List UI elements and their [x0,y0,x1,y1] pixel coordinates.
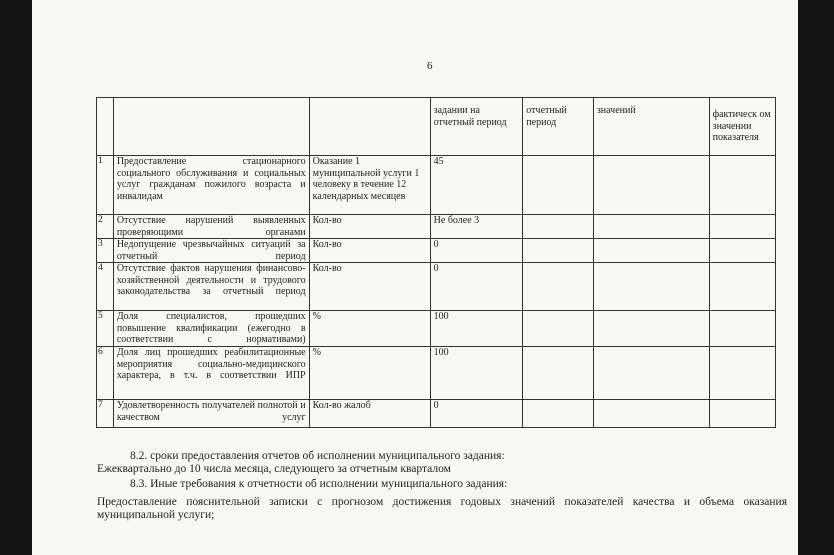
table-row [97,347,776,400]
row-actual-value [709,311,775,347]
row-values [593,156,709,215]
row-number: 7 [97,400,114,428]
row-number: 2 [97,215,114,239]
other-requirements-text: Предоставление пояснительной записки с прогнозом достижения годовых значений показателей качества и объема оказания муниципальной услуги; [97,496,787,521]
row-unit: Кол-во [309,239,430,263]
row-actual-value [709,263,775,311]
header-cell-name [113,98,309,156]
row-actual-value [709,239,775,263]
header-cell-values: значений [593,98,709,156]
header-cell-unit [309,98,430,156]
table-row [97,239,776,263]
reporting-deadlines-heading: 8.2. сроки предоставления отчетов об исполнении муниципального задания: [130,450,505,462]
row-reported-value [523,156,594,215]
row-actual-value [709,156,775,215]
header-cell-num [97,98,114,156]
table-row [97,400,776,428]
row-plan-value: Не более 3 [430,215,523,239]
table-row [97,215,776,239]
row-indicator-name: Доля специалистов, прошедших повышение квалификации (ежегодно в соответствии с нормативами) [113,311,309,347]
row-values [593,311,709,347]
row-reported-value [523,239,594,263]
row-number: 3 [97,239,114,263]
other-requirements-heading: 8.3. Иные требования к отчетности об исполнении муниципального задания: [130,478,508,490]
row-plan-value: 45 [430,156,523,215]
row-reported-value [523,263,594,311]
row-indicator-name: Удовлетворенность получателей полнотой и качеством услуг [113,400,309,428]
row-values [593,347,709,400]
header-cell-reported: отчетный период [523,98,594,156]
document-page [32,0,798,555]
row-unit: % [309,347,430,400]
row-indicator-name: Предоставление стационарного социального обслуживания и социальных услуг гражданам пожилого возраста и инвалидам [113,156,309,215]
row-values [593,263,709,311]
row-unit: Кол-во жалоб [309,400,430,428]
table-header-row [97,98,776,156]
header-cell-plan: задании на отчетный период [430,98,523,156]
row-indicator-name: Отсутствие фактов нарушения финансово-хозяйственной деятельности и трудового законодательства за отчетный период [113,263,309,311]
row-plan-value: 0 [430,239,523,263]
row-reported-value [523,215,594,239]
table-row [97,156,776,215]
row-number: 1 [97,156,114,215]
row-plan-value: 0 [430,400,523,428]
page-number: 6 [427,60,433,72]
row-number: 4 [97,263,114,311]
row-actual-value [709,347,775,400]
row-reported-value [523,400,594,428]
row-number: 6 [97,347,114,400]
row-unit: Оказание 1 муниципальной услуги 1 человеку в течение 12 календарных месяцев [309,156,430,215]
row-actual-value [709,400,775,428]
row-unit: Кол-во [309,263,430,311]
table-row [97,311,776,347]
row-indicator-name: Недопущение чрезвычайных ситуаций за отчетный период [113,239,309,263]
row-number: 5 [97,311,114,347]
row-plan-value: 0 [430,263,523,311]
row-plan-value: 100 [430,311,523,347]
row-actual-value [709,215,775,239]
indicators-table [96,97,776,428]
row-reported-value [523,347,594,400]
row-unit: % [309,311,430,347]
row-indicator-name: Отсутствие нарушений выявленных проверяющими органами [113,215,309,239]
row-plan-value: 100 [430,347,523,400]
row-indicator-name: Доля лиц прошедших реабилитационные мероприятия социально-медицинского характера, в т.ч. в соответствии ИПР [113,347,309,400]
row-values [593,215,709,239]
header-cell-actual: фактическ ом значении показателя [709,98,775,156]
table-row [97,263,776,311]
row-values [593,400,709,428]
row-values [593,239,709,263]
row-reported-value [523,311,594,347]
reporting-deadlines-text: Ежеквартально до 10 числа месяца, следующего за отчетным кварталом [97,463,451,475]
row-unit: Кол-во [309,215,430,239]
